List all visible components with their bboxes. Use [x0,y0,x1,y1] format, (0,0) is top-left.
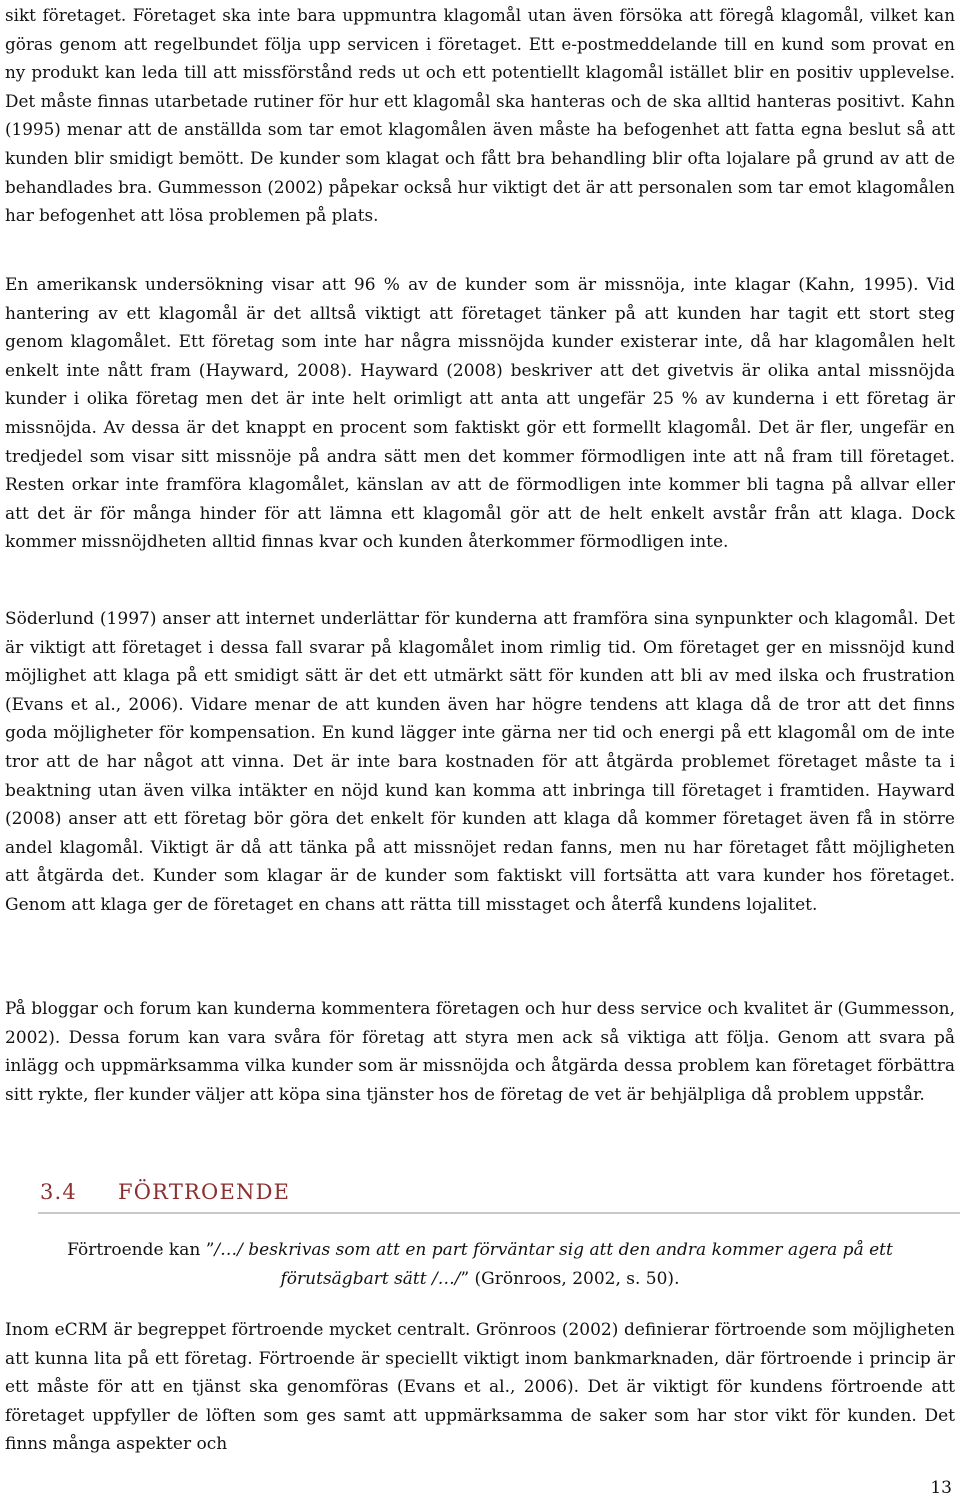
body-paragraph: På bloggar och forum kan kunderna kommentera företagen och hur dess service och kvalitet är (Gummesson, 2002). Dessa forum kan vara svåra för företag att styra men ack så viktiga att följa. Genom att svara på inlägg och uppmärksamma vilka kunder som är missnöjda och åtgärda dessa problem kan företaget förbättra sitt rykte, fler kunder väljer att köpa sina tjänster hos de företag de vet är behjälpliga då problem uppstår. [5,999,955,1105]
section-number: 3.4 [40,1180,77,1204]
body-paragraph-intro: sikt företaget. Företaget ska inte bara uppmuntra klagomål utan även försöka att föregå klagomål, vilket kan göras genom att regelbundet följa upp servicen i företaget. Ett e-postmeddelande till en kund som provat en ny produkt kan leda till att missförstånd reds ut och ett potentiellt klagomål istället blir en positiv upplevelse. Det måste finnas utarbetade rutiner för hur ett klagomål ska hanteras och de ska alltid hanteras positivt. Kahn (1995) menar att de anställda som tar emot klagomålen även måste ha befogenhet att fatta egna beslut så att kunden blir smidigt bemött. De kunder som klagat och fått bra behandling blir ofta lojalare på grund av att de behandlades bra. Gummesson (2002) påpekar också hur viktigt det är att personalen som tar emot klagomålen har befogenhet att lösa problemen på plats. [5,5,955,226]
block-quote [20,1236,940,1293]
body-paragraph: Söderlund (1997) anser att internet underlättar för kunderna att framföra sina synpunkter och klagomål. Det är viktigt att företaget i dessa fall svarar på klagomålet inom rimlig tid. Om företaget ger en missnöjd kund möjlighet att klaga på ett smidigt sätt är det ett utmärkt sätt för kunden att bli av med ilska och frustration (Evans et al., 2006). Vidare menar de att kunden även har högre tendens att klaga då de tror att det finns goda möjligheter för kompensation. En kund lägger inte gärna ner tid och energi på ett klagomål om de inte tror att de har något att vinna. Det är inte bara kostnaden för att åtgärda problemet företaget måste ta i beaktning utan även vilka intäkter en nöjd kund kan komma att inbringa till företaget i framtiden. Hayward (2008) anser att ett företag bör göra det enkelt för kunden att klaga då kommer företaget även få in större andel klagomål. Viktigt är då att tänka på att missnöjet redan fanns, men nu har företaget fått möjligheten att åtgärda det. Kunder som klagar är de kunder som faktiskt vill fortsätta att vara kunder hos företaget. Genom att klaga ger de företaget en chans att rätta till misstaget och återfå kundens lojalitet. [5,609,955,915]
body-paragraph: Inom eCRM är begreppet förtroende mycket centralt. Grönroos (2002) definierar förtroende som möjligheten att kunna lita på ett företag. Förtroende är speciellt viktigt inom bankmarknaden, där förtroende i princip är ett måste för att en tjänst ska genomföras (Evans et al., 2006). Det är viktigt för kundens förtroende att företaget uppfyller de löften som ges samt att uppmärksamma de saker som har stor vikt för kunden. Det finns många aspekter och [5,1320,955,1455]
body-paragraph: En amerikansk undersökning visar att 96 % av de kunder som är missnöja, inte klagar (Kahn, 1995). Vid hantering av ett klagomål är det alltså viktigt att företaget tänker på att kunden har tagit ett stort steg genom klagomålet. Ett företag som inte har några missnöjda kunder existerar inte, då har klagomålen helt enkelt inte nått fram (Hayward, 2008). Hayward (2008) beskriver att det givetvis är olika antal missnöjda kunder i olika företag men det är inte helt orimligt att anta att ungefär 25 % av kunderna i ett företag är missnöjda. Av dessa är det knappt en procent som faktiskt gör ett formellt klagomål. Det är fler, ungefär en tredjedel som visar sitt missnöje på andra sätt men det kommer förmodligen inte att nå fram till företaget. Resten orkar inte framföra klagomålet, känslan av att de förmodligen inte kommer bli tagna på allvar eller att det är för många hinder för att lämna ett klagomål gör att de helt enkelt avstår från att klaga. Dock kommer missnöjdheten alltid finnas kvar och kunden återkommer förmodligen inte. [5,275,955,553]
section-heading [38,1180,960,1214]
quote-citation: ” (Grönroos, 2002, s. 50). [460,1268,680,1289]
quote-italic-text: /…/ beskrivas som att en part förväntar sig att den andra kommer agera på ett förutsägbart sätt /…/ [214,1240,893,1289]
section-title: FÖRTROENDE [118,1180,291,1204]
quote-lead: Förtroende kan ” [67,1240,215,1260]
page-number: 13 [930,1478,952,1498]
